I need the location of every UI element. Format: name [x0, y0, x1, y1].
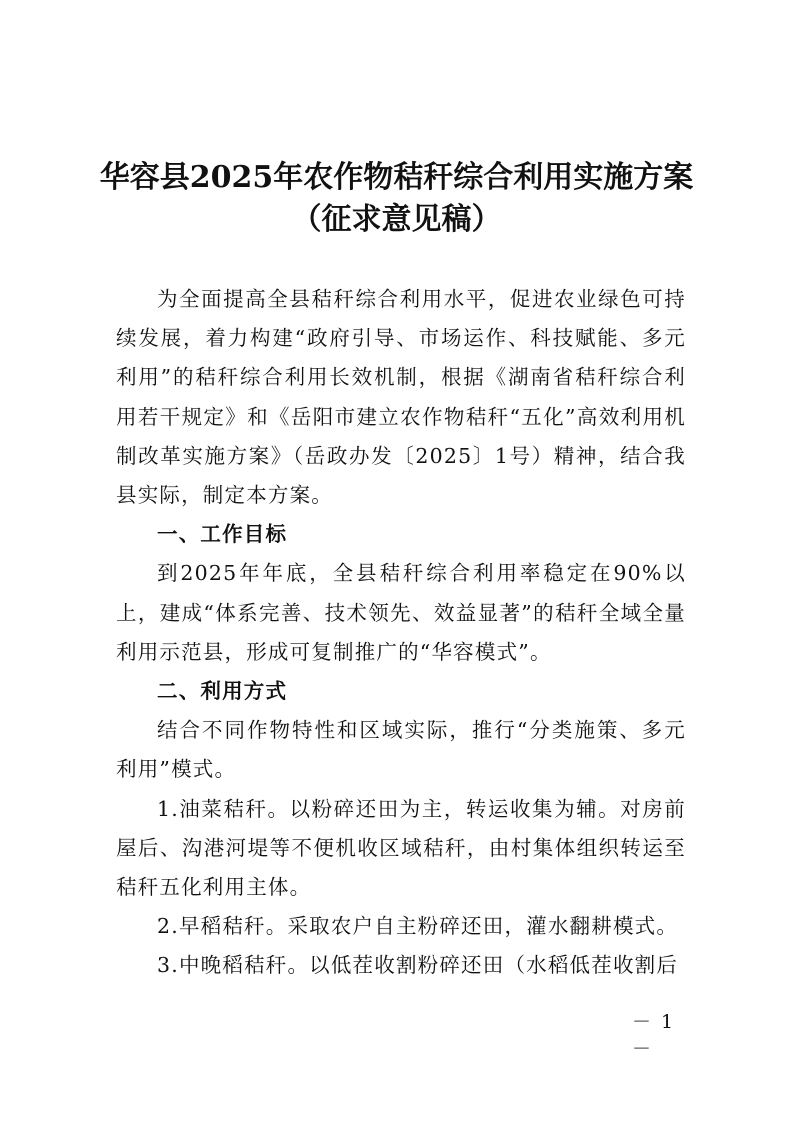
intro-paragraph: 为全面提高全县秸秆综合利用水平，促进农业绿色可持续发展，着力构建“政府引导、市场运作、科技赋能、多元利用”的秸秆综合利用长效机制，根据《湖南省秸秆综合利用若干规定》和《岳阳市建立农作物秸秆“五化”高效利用机制改革实施方案》（岳政办发〔2025〕1号）精神，结合我县实际，制定本方案。 [116, 287, 686, 508]
section-heading-methods: 二、利用方式 [157, 679, 288, 704]
document-body [116, 280, 686, 986]
methods-paragraph: 结合不同作物特性和区域实际，推行“分类施策、多元利用”模式。 [116, 718, 686, 782]
document-title: 华容县2025年农作物秸秆综合利用实施方案 [99, 160, 694, 195]
section-heading-goals: 一、工作目标 [157, 522, 288, 547]
page-number: － 1 － [632, 1011, 676, 1060]
goals-paragraph: 到2025年年底，全县秸秆综合利用率稳定在90%以上，建成“体系完善、技术领先、效益显著”的秸秆全域全量利用示范县，形成可复制推广的“华容模式”。 [116, 561, 686, 664]
list-item-early-rice: 2.早稻秸秆。采取农户自主粉碎还田，灌水翻耕模式。 [157, 914, 679, 939]
list-item-rapeseed: 1.油菜秸秆。以粉碎还田为主，转运收集为辅。对房前屋后、沟港河堤等不便机收区域秸秆，由村集体组织转运至秸秆五化利用主体。 [116, 796, 686, 900]
document-subtitle: （征求意见稿） [291, 202, 502, 237]
list-item-late-rice: 3.中晚稻秸秆。以低茬收割粉碎还田（水稻低茬收割后 [157, 953, 679, 978]
